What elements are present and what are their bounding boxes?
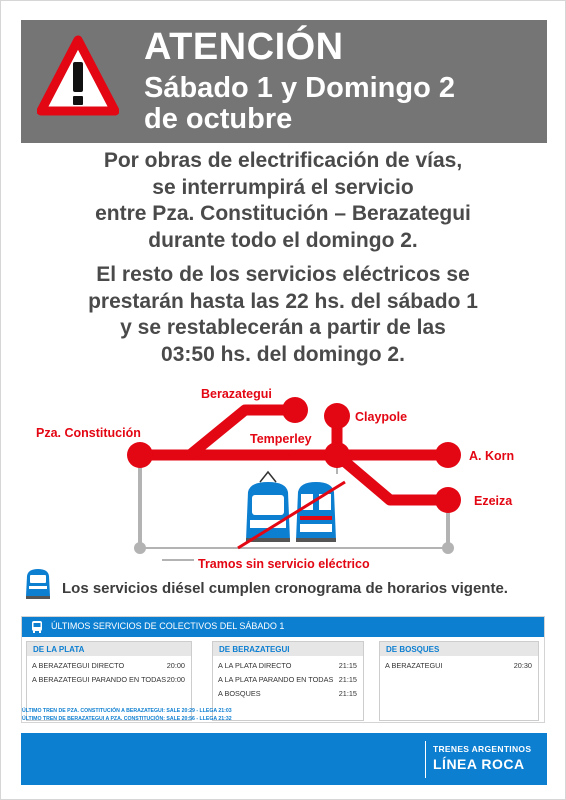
bus-icon (30, 620, 44, 634)
para2-line: prestarán hasta las 22 hs. del sábado 1 (88, 289, 478, 313)
alert-date-line2: de octubre (144, 103, 293, 135)
bus-row-time: 20:00 (166, 675, 185, 684)
bus-column-bosques (379, 641, 539, 721)
bus-row (385, 661, 532, 670)
station-label-berazategui: Berazategui (201, 387, 272, 401)
column-header: DE LA PLATA (27, 642, 191, 656)
bus-box-title: ÚLTIMOS SERVICIOS DE COLECTIVOS DEL SÁBADO 1 (51, 621, 285, 631)
alert-title: ATENCIÓN (144, 26, 344, 68)
para1-line: se interrumpirá el servicio (152, 175, 414, 199)
station-label-temperley: Temperley (250, 432, 312, 446)
bus-row (218, 675, 357, 684)
para1-line: durante todo el domingo 2. (148, 228, 418, 252)
paragraph-schedule (20, 262, 546, 368)
footer-bar (21, 733, 547, 785)
fine-print-line: ÚLTIMO TREN DE BERAZATEGUI A PZA. CONSTITUCIÓN: SALE 20:56 - LLEGA 21:32 (22, 716, 232, 722)
brand-divider (425, 741, 426, 778)
station-label-korn: A. Korn (469, 449, 515, 463)
bus-row (32, 661, 185, 670)
station-node-ezeiza (435, 487, 461, 513)
bus-services-box (21, 616, 545, 723)
bus-row-destination: A BERAZATEGUI PARANDO EN TODAS (32, 675, 167, 684)
station-node-korn (435, 442, 461, 468)
diesel-locomotive-icon (23, 566, 53, 602)
station-node-claypole (324, 403, 350, 429)
bus-box-header (22, 617, 544, 637)
para1-line: entre Pza. Constitución – Berazategui (95, 202, 471, 225)
bus-row (218, 661, 357, 670)
electric-train-icon (246, 472, 290, 542)
bus-row-destination: A BERAZATEGUI DIRECTO (32, 661, 125, 670)
para1-line: Por obras de electrificación de vías, (103, 149, 463, 172)
brand-line-name: LÍNEA ROCA (433, 756, 525, 772)
column-header: DE BOSQUES (380, 642, 538, 656)
bus-row-destination: A BERAZATEGUI (385, 661, 443, 670)
bus-row-destination: A BOSQUES (218, 689, 261, 698)
station-node-constitucion (127, 442, 153, 468)
warning-icon (37, 35, 119, 119)
grey-node (134, 542, 146, 554)
bus-row-destination: A LA PLATA PARANDO EN TODAS (218, 675, 334, 684)
alert-date-line1: Sábado 1 y Domingo 2 (144, 72, 455, 104)
station-label-ezeiza: Ezeiza (474, 494, 513, 508)
bus-row-time: 21:15 (338, 661, 357, 670)
bus-row-time: 20:00 (166, 661, 185, 670)
grey-node (442, 542, 454, 554)
bus-row (32, 675, 185, 684)
station-node-temperley (324, 442, 350, 468)
para2-line: y se restablecerán a partir de las (120, 316, 446, 339)
station-label-constitucion: Pza. Constitución (36, 426, 141, 440)
network-map (0, 380, 566, 575)
station-label-claypole: Claypole (355, 410, 408, 424)
fine-print-line: ÚLTIMO TREN DE PZA. CONSTITUCIÓN A BERAZATEGUI: SALE 20:29 - LLEGA 21:03 (22, 708, 232, 714)
bus-column-berazategui (212, 641, 364, 721)
column-header: DE BERAZATEGUI (213, 642, 363, 656)
bus-row-destination: A LA PLATA DIRECTO (218, 661, 292, 670)
bus-row-time: 21:15 (338, 675, 357, 684)
station-node-berazategui (282, 397, 308, 423)
para2-line: El resto de los servicios eléctricos se (96, 263, 470, 286)
legend-label: Tramos sin servicio eléctrico (198, 557, 370, 571)
bus-row-time: 21:15 (338, 689, 357, 698)
paragraph-interruption (20, 148, 546, 254)
bus-row-time: 20:30 (513, 661, 532, 670)
bus-row (218, 689, 357, 698)
diesel-service-note: Los servicios diésel cumplen cronograma de horarios vigente. (62, 580, 508, 597)
brand-name: TRENES ARGENTINOS (433, 744, 532, 754)
para2-line: 03:50 hs. del domingo 2. (161, 342, 405, 366)
